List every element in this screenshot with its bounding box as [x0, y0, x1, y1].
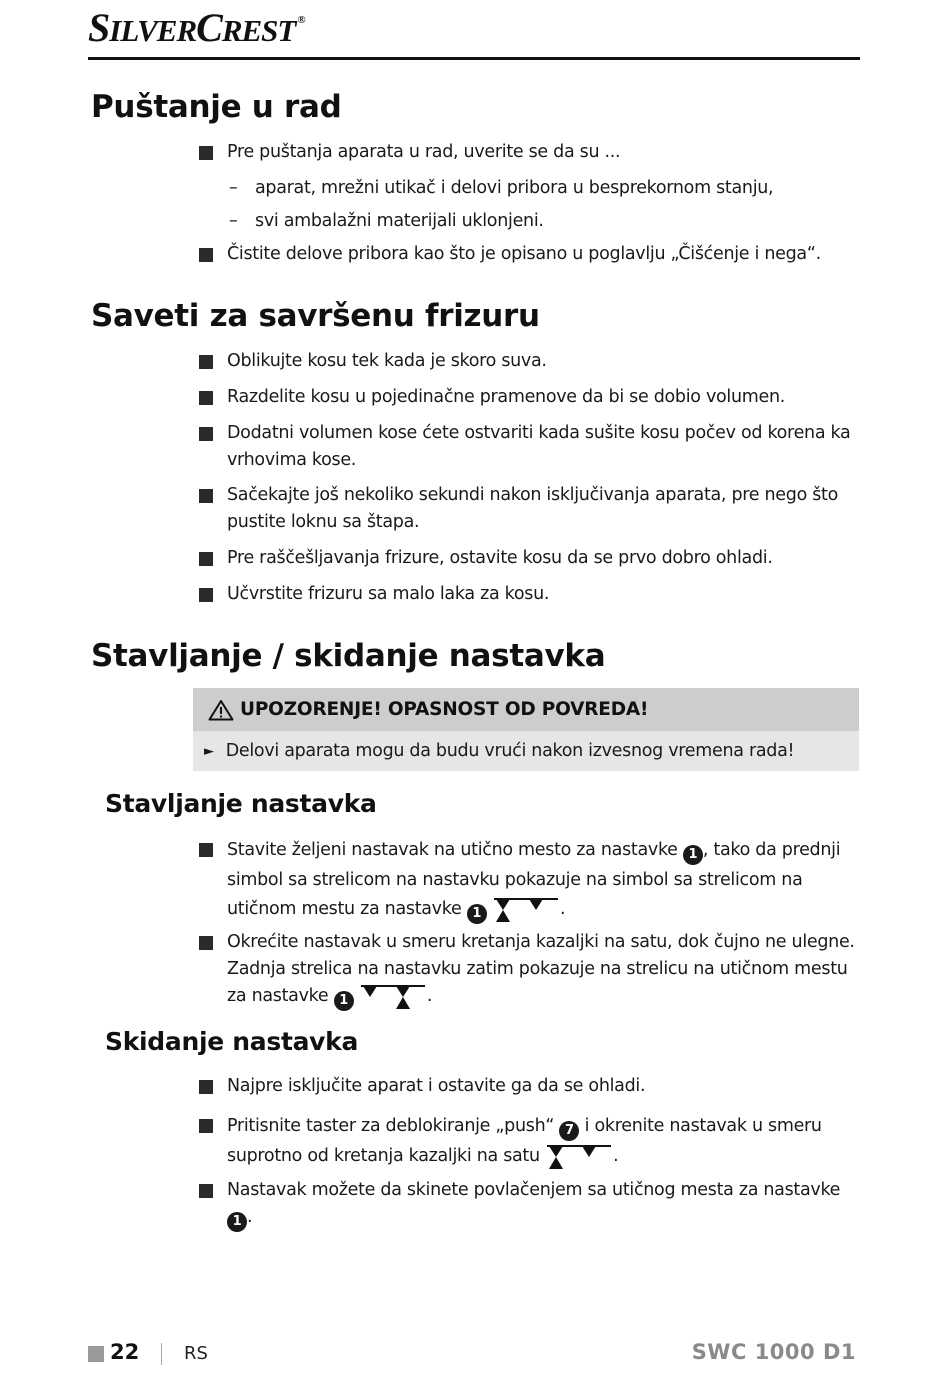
list-item: Dodatni volumen kose ćete ostvariti kada sušite kosu počev od korena ka vrhovima kose. [199, 420, 859, 474]
square-bullet-icon [199, 248, 213, 262]
brand-logo: SILVERCREST ® [88, 5, 305, 50]
list-item: Sačekajte još nekoliko sekundi nakon isključivanja aparata, pre nego što pustite loknu sa štapa. [199, 482, 859, 536]
language-code: RS [184, 1343, 208, 1364]
list-item: Stavite željeni nastavak na utično mesto za nastavke 1 , tako da prednji simbol sa strelicom na nastavku pokazuje na simbol sa strelicom na utičnom mestu za nastavke 1 . [199, 836, 859, 925]
square-bullet-icon [199, 1080, 213, 1094]
subsection-title-stavljanje: Stavljanje nastavka [105, 789, 377, 818]
section-title-saveti: Saveti za savršenu frizuru [91, 298, 540, 334]
footer-square-icon [88, 1346, 104, 1362]
page-number: 22 [110, 1340, 140, 1364]
square-bullet-icon [199, 936, 213, 950]
arrow-symbol-front-icon [492, 896, 560, 924]
arrow-symbol-back-icon [359, 983, 427, 1011]
square-bullet-icon [199, 427, 213, 441]
number-badge-1: 1 [334, 991, 354, 1011]
square-bullet-icon [199, 843, 213, 857]
list-item: Čistite delove pribora kao što je opisano u poglavlju „Čišćenje i nega“. [199, 241, 859, 268]
number-badge-7: 7 [559, 1121, 579, 1141]
dash-item: – svi ambalažni materijali uklonjeni. [229, 211, 544, 231]
square-bullet-icon [199, 588, 213, 602]
arrow-symbol-remove-icon [545, 1143, 613, 1171]
model-number: SWC 1000 D1 [691, 1340, 856, 1364]
warning-box [193, 688, 859, 771]
section-title-pustanje: Puštanje u rad [91, 89, 342, 125]
square-bullet-icon [199, 355, 213, 369]
list-item: Razdelite kosu u pojedinačne pramenove da bi se dobio volumen. [199, 384, 859, 411]
square-bullet-icon [199, 1119, 213, 1133]
list-item: Oblikujte kosu tek kada je skoro suva. [199, 348, 859, 375]
square-bullet-icon [199, 552, 213, 566]
warning-title: UPOZORENJE! OPASNOST OD POVREDA! [240, 699, 649, 720]
warning-text: Delovi aparata mogu da budu vrući nakon izvesnog vremena rada! [225, 741, 795, 761]
list-item: Okrećite nastavak u smeru kretanja kazaljki na satu, dok čujno ne ulegne. Zadnja strelica na nastavku zatim pokazuje na strelicu na utičnom mestu za nastavke 1 . [199, 929, 859, 1011]
list-item: Pre raščešljavanja frizure, ostavite kosu da se prvo dobro ohladi. [199, 545, 859, 572]
list-item: Najpre isključite aparat i ostavite ga da se ohladi. [199, 1073, 859, 1100]
header-rule [88, 57, 860, 60]
subsection-title-skidanje: Skidanje nastavka [105, 1027, 359, 1056]
warning-triangle-icon [208, 699, 234, 721]
section-title-stavljanje-skidanje: Stavljanje / skidanje nastavka [91, 638, 606, 674]
arrow-right-icon: ► [204, 743, 214, 759]
square-bullet-icon [199, 489, 213, 503]
number-badge-1: 1 [683, 845, 703, 865]
number-badge-1: 1 [227, 1212, 247, 1232]
footer-divider [161, 1343, 162, 1365]
list-item: Pre puštanja aparata u rad, uverite se da su ... [199, 139, 859, 166]
list-item: Pritisnite taster za deblokiranje „push“ 7 i okrenite nastavak u smeru suprotno od kretanja kazaljki na satu . [199, 1112, 859, 1171]
number-badge-1: 1 [467, 904, 487, 924]
square-bullet-icon [199, 1184, 213, 1198]
square-bullet-icon [199, 146, 213, 160]
warning-header [193, 688, 859, 731]
list-item: Učvrstite frizuru sa malo laka za kosu. [199, 581, 859, 608]
dash-item: – aparat, mrežni utikač i delovi pribora u besprekornom stanju, [229, 178, 774, 198]
warning-body [193, 731, 859, 771]
list-item: Nastavak možete da skinete povlačenjem sa utičnog mesta za nastavke 1 . [199, 1177, 859, 1232]
square-bullet-icon [199, 391, 213, 405]
